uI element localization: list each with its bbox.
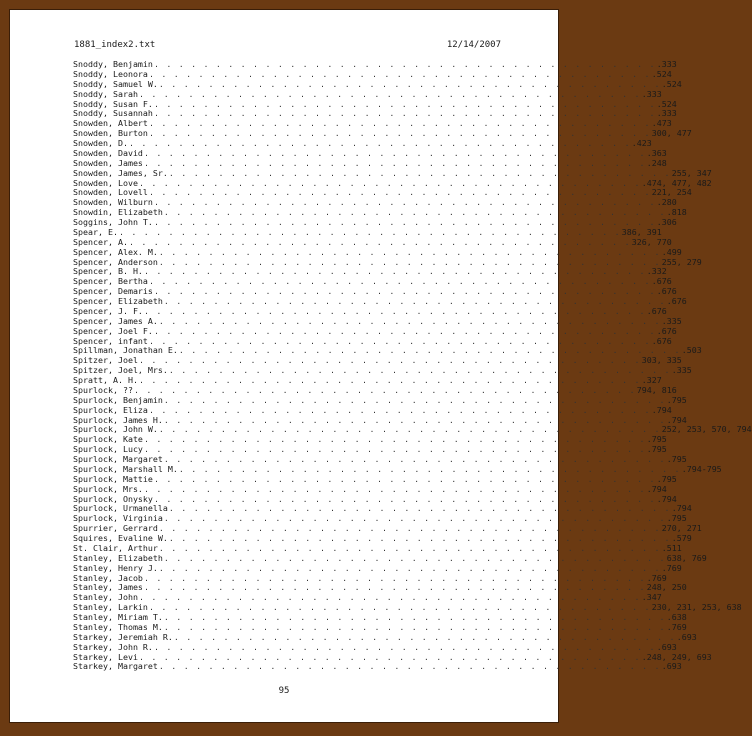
dot-leader: . . . . . . . . . . . . . . . . . . . . . . . . . . . . . . . . . . . . . . . . .: [128, 138, 631, 148]
entry-name: Spencer, J. F.: [73, 305, 143, 316]
entry-name: Spurlock, ??: [73, 384, 133, 395]
entry-pages: .332: [646, 266, 667, 277]
entry-pages: .306: [656, 217, 677, 227]
entry-name: Spratt, A. H.: [73, 375, 138, 385]
entry-pages: .248: [646, 157, 667, 168]
entry-pages: .511: [661, 542, 682, 553]
dot-leader: . . . . . . . . . . . . . . . . . . . . . . . . . . . . . . . . . . . . . . . . .: [148, 404, 651, 415]
entry-name: Spurlock, Kate: [73, 434, 143, 445]
dot-leader: . . . . . . . . . . . . . . . . . . . . . . . . . . . . . . . . . . . . . . . . .: [148, 68, 651, 79]
dot-leader: . . . . . . . . . . . . . . . . . . . . . . . . . . . . . . . . . . . . . . . . .: [138, 88, 641, 99]
dot-leader: . . . . . . . . . . . . . . . . . . . . . . . . . . . . . . . . . . . . . . . . .: [153, 59, 656, 69]
entry-name: St. Clair, Arthur: [73, 542, 158, 553]
entry-pages: 303, 335: [641, 355, 682, 366]
dot-leader: . . . . . . . . . . . . . . . . . . . . . . . . . . . . . . . . . . . . . . . . .: [148, 276, 651, 287]
dot-leader: . . . . . . . . . . . . . . . . . . . . . . . . . . . . . . . . . . . . . . . . .: [158, 256, 661, 267]
entry-pages: .795: [666, 394, 687, 405]
entry-pages: .676: [651, 335, 672, 346]
entry-pages: .363: [646, 147, 667, 158]
entry-pages: .676: [651, 276, 672, 287]
entry-name: Stanley, Henry J.: [73, 562, 158, 573]
entry-pages: .333: [641, 88, 662, 99]
entry-name: Spencer, Bertha: [73, 276, 148, 287]
entry-pages: .769: [666, 621, 687, 632]
dot-leader: . . . . . . . . . . . . . . . . . . . . . . . . . . . . . . . . . . . . . . . . .: [143, 483, 646, 494]
dot-leader: . . . . . . . . . . . . . . . . . . . . . . . . . . . . . . . . . . . . . . . . .: [168, 167, 671, 178]
entry-name: Spurrier, Gerrard: [73, 523, 158, 534]
entry-name: Spitzer, Joel: [73, 355, 138, 366]
name-index-list: [73, 59, 752, 672]
entry-name: Snowden, Burton: [73, 128, 148, 139]
entry-name: Spurlock, Lucy: [73, 444, 143, 455]
dot-leader: . . . . . . . . . . . . . . . . . . . . . . . . . . . . . . . . . . . . . . . . .: [133, 384, 636, 395]
entry-pages: .795: [646, 444, 667, 455]
dot-leader: . . . . . . . . . . . . . . . . . . . . . . . . . . . . . . . . . . . . . . . . .: [158, 661, 661, 672]
entry-pages: .795: [666, 513, 687, 524]
entry-name: Spurlock, Mattie: [73, 473, 153, 484]
dot-leader: . . . . . . . . . . . . . . . . . . . . . . . . . . . . . . . . . . . . . . . . .: [158, 78, 661, 89]
entry-pages: .794-795: [681, 463, 722, 474]
dot-leader: . . . . . . . . . . . . . . . . . . . . . . . . . . . . . . . . . . . . . . . . .: [163, 552, 666, 563]
entry-pages: .769: [661, 562, 682, 573]
dot-leader: . . . . . . . . . . . . . . . . . . . . . . . . . . . . . . . . . . . . . . . . .: [148, 187, 651, 198]
entry-name: Spencer, B. H.: [73, 266, 143, 277]
dot-leader: . . . . . . . . . . . . . . . . . . . . . . . . . . . . . . . . . . . . . . . . .: [153, 217, 656, 227]
entry-pages: .499: [661, 246, 682, 257]
entry-pages: .693: [676, 631, 697, 642]
entry-name: Spurlock, Onysky: [73, 493, 153, 504]
entry-name: Stanley, Miriam T.: [73, 612, 163, 622]
entry-name: Snowdin, Elizabeth: [73, 207, 163, 218]
entry-pages: .794: [646, 483, 667, 494]
dot-leader: . . . . . . . . . . . . . . . . . . . . . . . . . . . . . . . . . . . . . . . . .: [143, 572, 646, 583]
entry-pages: .347: [641, 592, 662, 603]
dot-leader: . . . . . . . . . . . . . . . . . . . . . . . . . . . . . . . . . . . . . . . . .: [163, 414, 666, 425]
entry-name: Stanley, Elizabeth: [73, 552, 163, 563]
entry-name: Stanley, John: [73, 592, 138, 603]
entry-pages: .473: [651, 118, 672, 129]
entry-name: Snowden, David: [73, 147, 143, 158]
file-name: 1881_index2.txt: [74, 40, 156, 50]
dot-leader: . . . . . . . . . . . . . . . . . . . . . . . . . . . . . . . . . . . . . . . . .: [153, 197, 656, 208]
entry-name: Snoddy, Susannah: [73, 108, 153, 119]
dot-leader: . . . . . . . . . . . . . . . . . . . . . . . . . . . . . . . . . . . . . . . . .: [143, 266, 646, 277]
entry-name: Snowden, Albert: [73, 118, 148, 129]
entry-name: Spurlock, Urmanella: [73, 503, 168, 514]
entry-pages: .638: [666, 612, 687, 622]
dot-leader: . . . . . . . . . . . . . . . . . . . . . . . . . . . . . . . . . . . . . . . . .: [138, 651, 641, 662]
entry-pages: .676: [646, 305, 667, 316]
dot-leader: . . . . . . . . . . . . . . . . . . . . . . . . . . . . . . . . . . . . . . . . .: [143, 434, 646, 445]
dot-leader: . . . . . . . . . . . . . . . . . . . . . . . . . . . . . . . . . . . . . . . . .: [168, 533, 671, 543]
dot-leader: . . . . . . . . . . . . . . . . . . . . . . . . . . . . . . . . . . . . . . . . .: [158, 562, 661, 573]
entry-pages: .676: [656, 325, 677, 336]
dot-leader: . . . . . . . . . . . . . . . . . . . . . . . . . . . . . . . . . . . . . . . . .: [173, 631, 676, 642]
entry-pages: 252, 253, 570, 794: [661, 424, 752, 435]
dot-leader: . . . . . . . . . . . . . . . . . . . . . . . . . . . . . . . . . . . . . . . . .: [138, 375, 641, 385]
dot-leader: . . . . . . . . . . . . . . . . . . . . . . . . . . . . . . . . . . . . . . . . .: [163, 513, 666, 524]
dot-leader: . . . . . . . . . . . . . . . . . . . . . . . . . . . . . . . . . . . . . . . . .: [128, 236, 631, 247]
entry-name: Spurlock, Margaret: [73, 454, 163, 464]
entry-pages: .335: [661, 315, 682, 326]
entry-pages: .248, 249, 693: [641, 651, 712, 662]
entry-pages: .524: [656, 98, 677, 109]
dot-leader: . . . . . . . . . . . . . . . . . . . . . . . . . . . . . . . . . . . . . . . . .: [178, 463, 681, 474]
entry-name: Spencer, Joel F.: [73, 325, 153, 336]
entry-pages: 221, 254: [651, 187, 692, 198]
entry-name: Snoddy, Samuel W.: [73, 78, 158, 89]
entry-name: Snoddy, Susan F.: [73, 98, 153, 109]
dot-leader: . . . . . . . . . . . . . . . . . . . . . . . . . . . . . . . . . . . . . . . . .: [138, 592, 641, 603]
dot-leader: . . . . . . . . . . . . . . . . . . . . . . . . . . . . . . . . . . . . . . . . .: [138, 177, 641, 188]
entry-name: Spillman, Jonathan E.: [73, 345, 178, 356]
entry-name: Spencer, A.: [73, 236, 128, 247]
entry-name: Snoddy, Benjamin: [73, 59, 153, 69]
entry-name: Spencer, James A.: [73, 315, 158, 326]
dot-leader: . . . . . . . . . . . . . . . . . . . . . . . . . . . . . . . . . . . . . . . . .: [158, 523, 661, 534]
entry-name: Spurlock, Marshall M.: [73, 463, 178, 474]
entry-pages: .794: [666, 414, 687, 425]
entry-pages: .795: [656, 473, 677, 484]
entry-pages: .327: [641, 375, 662, 385]
dot-leader: . . . . . . . . . . . . . . . . . . . . . . . . . . . . . . . . . . . . . . . . .: [148, 602, 651, 613]
entry-pages: 255, 279: [661, 256, 702, 267]
entry-pages: 255, 347: [671, 167, 712, 178]
entry-name: Spitzer, Joel, Mrs.: [73, 365, 168, 376]
dot-leader: . . . . . . . . . . . . . . . . . . . . . . . . . . . . . . . . . . . . . . . . .: [143, 305, 646, 316]
dot-leader: . . . . . . . . . . . . . . . . . . . . . . . . . . . . . . . . . . . . . . . . .: [158, 246, 661, 257]
entry-pages: .769: [646, 572, 667, 583]
dot-leader: . . . . . . . . . . . . . . . . . . . . . . . . . . . . . . . . . . . . . . . . .: [118, 226, 621, 237]
entry-pages: .693: [656, 641, 677, 652]
entry-pages: .676: [656, 286, 677, 297]
entry-pages: .579: [671, 533, 692, 543]
entry-name: Spencer, Anderson: [73, 256, 158, 267]
entry-name: Stanley, Larkin: [73, 602, 148, 613]
entry-name: Snowden, Lovell: [73, 187, 148, 198]
entry-name: Stanley, James: [73, 582, 143, 593]
entry-pages: .503: [681, 345, 702, 356]
entry-pages: .676: [666, 296, 687, 306]
entry-pages: .794: [671, 503, 692, 514]
entry-name: Spurlock, James H.: [73, 414, 163, 425]
page-number: 95: [278, 686, 290, 696]
dot-leader: . . . . . . . . . . . . . . . . . . . . . . . . . . . . . . . . . . . . . . . . .: [153, 641, 656, 652]
print-date: 12/14/2007: [446, 40, 501, 50]
entry-name: Snowden, James, Sr.: [73, 167, 168, 178]
entry-name: Spurlock, Benjamin: [73, 394, 163, 405]
entry-pages: .333: [656, 59, 677, 69]
entry-pages: 230, 231, 253, 638: [651, 602, 742, 613]
entry-pages: 270, 271: [661, 523, 702, 534]
entry-pages: .474, 477, 482: [641, 177, 712, 188]
entry-pages: 638, 769: [666, 552, 707, 563]
entry-name: Starkey, Jeremiah R.: [73, 631, 173, 642]
entry-pages: .794: [656, 493, 677, 504]
dot-leader: . . . . . . . . . . . . . . . . . . . . . . . . . . . . . . . . . . . . . . . . .: [158, 542, 661, 553]
entry-name: Squires, Evaline W.: [73, 533, 168, 543]
entry-name: Snowden, Love: [73, 177, 138, 188]
entry-pages: 300, 477: [651, 128, 692, 139]
dot-leader: . . . . . . . . . . . . . . . . . . . . . . . . . . . . . . . . . . . . . . . . .: [163, 296, 666, 306]
entry-name: Snowden, James: [73, 157, 143, 168]
entry-name: Stanley, Jacob: [73, 572, 143, 583]
dot-leader: . . . . . . . . . . . . . . . . . . . . . . . . . . . . . . . . . . . . . . . . .: [163, 454, 666, 464]
dot-leader: . . . . . . . . . . . . . . . . . . . . . . . . . . . . . . . . . . . . . . . . .: [143, 157, 646, 168]
entry-name: Starkey, Margaret: [73, 661, 158, 672]
entry-name: Snoddy, Leonora: [73, 68, 148, 79]
dot-leader: . . . . . . . . . . . . . . . . . . . . . . . . . . . . . . . . . . . . . . . . .: [163, 207, 666, 218]
entry-name: Spencer, Alex. M.: [73, 246, 158, 257]
entry-name: Spurlock, John W.: [73, 424, 158, 435]
entry-name: Starkey, John R.: [73, 641, 153, 652]
entry-pages: .693: [661, 661, 682, 672]
entry-pages: .795: [646, 434, 667, 445]
dot-leader: . . . . . . . . . . . . . . . . . . . . . . . . . . . . . . . . . . . . . . . . .: [153, 286, 656, 297]
entry-pages: .794: [651, 404, 672, 415]
dot-leader: . . . . . . . . . . . . . . . . . . . . . . . . . . . . . . . . . . . . . . . . .: [138, 355, 641, 366]
entry-pages: .795: [666, 454, 687, 464]
entry-name: Snoddy, Sarah: [73, 88, 138, 99]
entry-pages: .524: [651, 68, 672, 79]
dot-leader: . . . . . . . . . . . . . . . . . . . . . . . . . . . . . . . . . . . . . . . . .: [143, 444, 646, 455]
entry-pages: 326, 770: [631, 236, 672, 247]
dot-leader: . . . . . . . . . . . . . . . . . . . . . . . . . . . . . . . . . . . . . . . . .: [168, 503, 671, 514]
entry-name: Spencer, Elizabeth: [73, 296, 163, 306]
dot-leader: . . . . . . . . . . . . . . . . . . . . . . . . . . . . . . . . . . . . . . . . .: [163, 621, 666, 632]
entry-name: Stanley, Thomas M.: [73, 621, 163, 632]
entry-pages: .818: [666, 207, 687, 218]
entry-name: Spurlock, Eliza: [73, 404, 148, 415]
dot-leader: . . . . . . . . . . . . . . . . . . . . . . . . . . . . . . . . . . . . . . . . .: [153, 98, 656, 109]
entry-name: Snowden, D.: [73, 138, 128, 148]
entry-name: Spencer, Demaris: [73, 286, 153, 297]
dot-leader: . . . . . . . . . . . . . . . . . . . . . . . . . . . . . . . . . . . . . . . . .: [148, 118, 651, 129]
dot-leader: . . . . . . . . . . . . . . . . . . . . . . . . . . . . . . . . . . . . . . . . .: [148, 128, 651, 139]
dot-leader: . . . . . . . . . . . . . . . . . . . . . . . . . . . . . . . . . . . . . . . . .: [168, 365, 671, 376]
entry-pages: .333: [656, 108, 677, 119]
document-page: [9, 9, 752, 723]
dot-leader: . . . . . . . . . . . . . . . . . . . . . . . . . . . . . . . . . . . . . . . . .: [143, 582, 646, 593]
entry-pages: .280: [656, 197, 677, 208]
dot-leader: . . . . . . . . . . . . . . . . . . . . . . . . . . . . . . . . . . . . . . . . .: [153, 473, 656, 484]
dot-leader: . . . . . . . . . . . . . . . . . . . . . . . . . . . . . . . . . . . . . . . . .: [158, 424, 661, 435]
entry-pages: 794, 816: [636, 384, 677, 395]
dot-leader: . . . . . . . . . . . . . . . . . . . . . . . . . . . . . . . . . . . . . . . . .: [163, 394, 666, 405]
entry-name: Spear, E.: [73, 226, 118, 237]
dot-leader: . . . . . . . . . . . . . . . . . . . . . . . . . . . . . . . . . . . . . . . . .: [158, 315, 661, 326]
index-entry: [73, 661, 682, 672]
dot-leader: . . . . . . . . . . . . . . . . . . . . . . . . . . . . . . . . . . . . . . . . .: [163, 612, 666, 622]
entry-pages: .335: [671, 365, 692, 376]
dot-leader: . . . . . . . . . . . . . . . . . . . . . . . . . . . . . . . . . . . . . . . . .: [178, 345, 681, 356]
dot-leader: . . . . . . . . . . . . . . . . . . . . . . . . . . . . . . . . . . . . . . . . .: [148, 335, 651, 346]
entry-name: Soggins, John T.: [73, 217, 153, 227]
entry-pages: 248, 250: [646, 582, 687, 593]
entry-pages: .423: [631, 138, 652, 148]
dot-leader: . . . . . . . . . . . . . . . . . . . . . . . . . . . . . . . . . . . . . . . . .: [153, 108, 656, 119]
entry-pages: .524: [661, 78, 682, 89]
dot-leader: . . . . . . . . . . . . . . . . . . . . . . . . . . . . . . . . . . . . . . . . .: [153, 493, 656, 504]
entry-pages: 386, 391: [621, 226, 662, 237]
entry-name: Spurlock, Mrs.: [73, 483, 143, 494]
entry-name: Spurlock, Virginia: [73, 513, 163, 524]
dot-leader: . . . . . . . . . . . . . . . . . . . . . . . . . . . . . . . . . . . . . . . . .: [143, 147, 646, 158]
entry-name: Snowden, Wilburn: [73, 197, 153, 208]
entry-name: Spencer, infant: [73, 335, 148, 346]
entry-name: Starkey, Levi: [73, 651, 138, 662]
dot-leader: . . . . . . . . . . . . . . . . . . . . . . . . . . . . . . . . . . . . . . . . .: [153, 325, 656, 336]
